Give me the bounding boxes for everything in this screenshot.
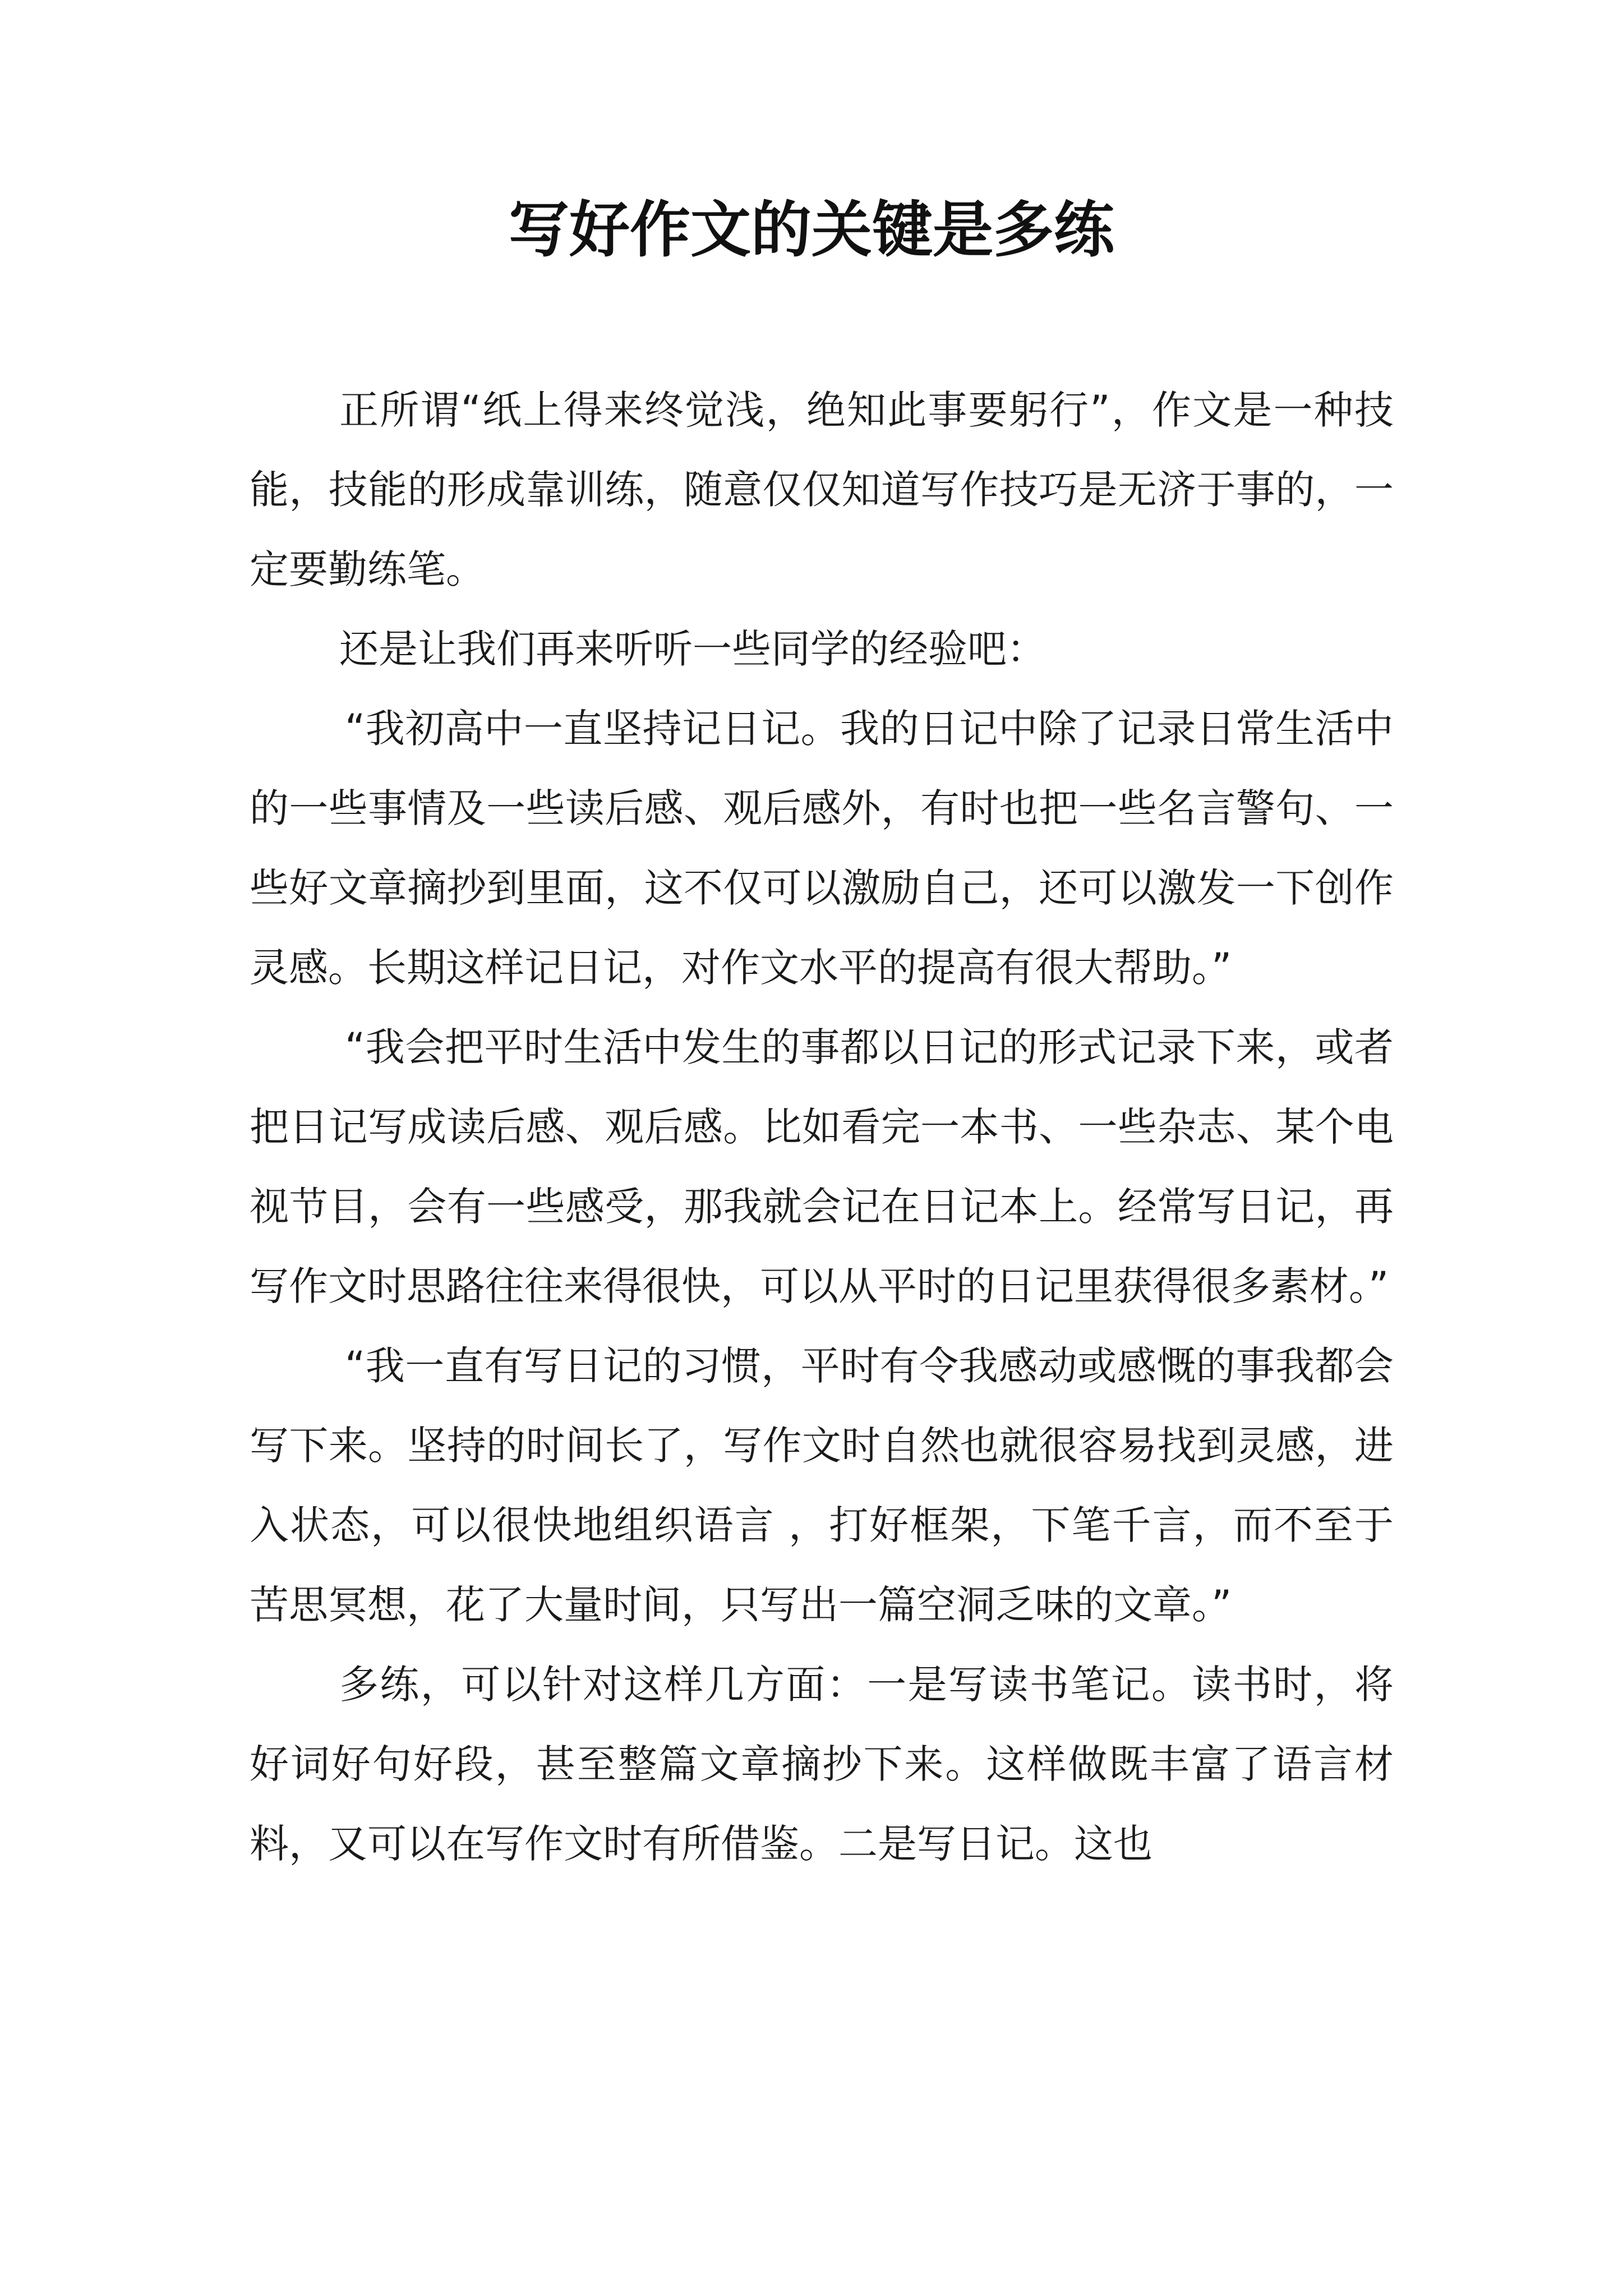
paragraph-practice: 多练，可以针对这样几方面：一是写读书笔记。读书时，将好词好句好段，甚至整篇文章摘抄下来。这样做既丰富了语言材料，又可以在写作文时有所借鉴。二是写日记。这也 <box>250 1662 1394 1867</box>
document-title: 写好作文的关键是多练 <box>508 195 1114 265</box>
paragraph-transition: 还是让我们再来听听一些同学的经验吧： <box>339 626 1046 672</box>
paragraph-quote-1: “我初高中一直坚持记日记。我的日记中除了记录日常生活中的一些事情及一些读后感、观后感外，有时也把一些名言警句、一些好文章摘抄到里面，这不仅可以激励自己，还可以激发一下创作灵感。长期这样记日记，对作文水平的提高有很大帮助。” <box>250 706 1394 991</box>
paragraph-quote-3: “我一直有写日记的习惯，平时有令我感动或感慨的事我都会写下来。坚持的时间长了，写作文时自然也就很容易找到灵感，进入状态，可以很快地组织语言 ，打好框架，下笔千言，而不至于苦思冥想，花了大量时间，只写出一篇空洞乏味的文章。” <box>250 1343 1394 1628</box>
paragraph-intro: 正所谓“纸上得来终觉浅，绝知此事要躬行”，作文是一种技能，技能的形成靠训练，随意仅仅知道写作技巧是无济于事的，一定要勤练笔。 <box>250 387 1394 592</box>
paragraph-quote-2: “我会把平时生活中发生的事都以日记的形式记录下来，或者把日记写成读后感、观后感。比如看完一本书、一些杂志、某个电视节目，会有一些感受，那我就会记在日记本上。经常写日记，再写作文时思路往往来得很快，可以从平时的日记里获得很多素材。” <box>250 1024 1394 1309</box>
document-body <box>250 370 1394 1884</box>
